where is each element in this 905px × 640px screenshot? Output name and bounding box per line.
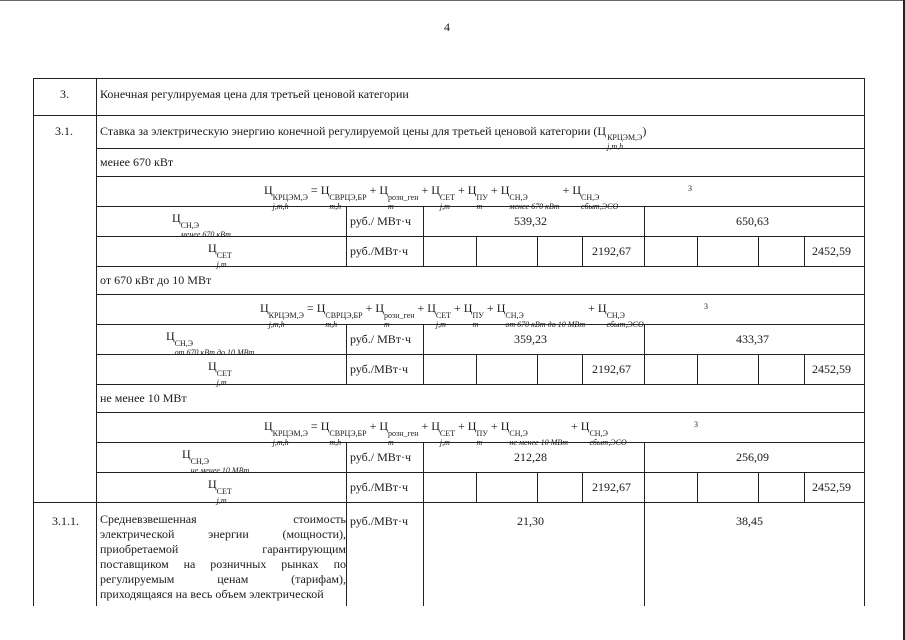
sn-label: Ц СН,Э от 670 кВт до 10 МВт (166, 329, 255, 357)
unit-label: руб./ МВт·ч (350, 332, 412, 346)
formula-indices (329, 193, 366, 211)
label-indices (217, 369, 232, 387)
superscript-index: КРЦЭМ,Э (268, 311, 304, 320)
unit-label: руб./ МВт·ч (350, 214, 412, 228)
subscript-index: m (472, 320, 479, 329)
table-rule (96, 78, 97, 606)
subscript-index: j,m,h (272, 202, 289, 211)
table-rule (644, 502, 645, 606)
formula-indices (476, 429, 487, 447)
set-label: Ц СЕТ j,m (208, 477, 232, 505)
table-rule (346, 502, 347, 606)
description-line: поставщиком на розничных рынках по (100, 557, 346, 571)
subscript-index: j,m (439, 202, 450, 211)
superscript-index: СВРЦЭ,БР (329, 429, 367, 438)
set-label: Ц СЕТ j,m (208, 359, 232, 387)
formula-indices (581, 193, 618, 211)
superscript-index: СН,Э (606, 311, 625, 320)
table-rule (582, 354, 583, 384)
superscript-index: СЕТ (439, 429, 456, 438)
value-cell: 539,32 (514, 214, 547, 228)
formula-indices (509, 429, 568, 447)
value-cell: 256,09 (736, 450, 769, 464)
formula-indices (607, 311, 644, 329)
row-number: 3.1. (55, 124, 73, 138)
subscript-index: не менее 10 МВт (190, 466, 250, 475)
table-rule (423, 502, 424, 606)
subscript-index: m (476, 438, 483, 447)
description-line: приобретаемой гарантирующим (100, 542, 346, 556)
sn-label: Ц СН,Э менее 670 кВт (172, 211, 231, 239)
table-rule (423, 442, 424, 502)
value-cell: 21,30 (517, 514, 544, 528)
value-cell: 38,45 (736, 514, 763, 528)
table-rule (33, 502, 864, 503)
subscript-index: сбыт,ЭСО (606, 320, 644, 329)
subscript-index: j,m,h (272, 438, 289, 447)
formula-indices (269, 311, 304, 329)
row-title: Конечная регулируемая цена для третьей ценовой категории (100, 87, 409, 101)
table-rule (96, 294, 864, 295)
row-title-indices: КРЦЭМ,Э j,m,h (607, 133, 643, 151)
table-rule (33, 78, 34, 606)
unit-label: руб./МВт·ч (350, 244, 409, 258)
value-cell: 2192,67 (592, 362, 631, 376)
superscript-index: СН,Э (581, 193, 600, 202)
value-cell: 2452,59 (812, 244, 851, 258)
formula-indices (589, 429, 626, 447)
value-cell: 2452,59 (812, 362, 851, 376)
sn-label: Ц СН,Э не менее 10 МВт (182, 447, 250, 475)
unit-label: руб./ МВт·ч (350, 450, 412, 464)
value-cell: 2192,67 (592, 244, 631, 258)
subscript-index: j,m (435, 320, 446, 329)
formula-indices (440, 429, 455, 447)
formula-indices (388, 193, 418, 211)
table-rule (33, 78, 864, 79)
formula-indices (509, 193, 559, 211)
row-description (100, 512, 346, 602)
value-cell: 650,63 (736, 214, 769, 228)
unit-label: руб./МВт·ч (350, 514, 409, 528)
formula-note: 3 (694, 420, 698, 429)
table-rule (346, 324, 347, 384)
superscript-index: СВРЦЭ,БР (329, 193, 367, 202)
table-rule (804, 354, 805, 384)
superscript-index: СЕТ (216, 251, 232, 260)
formula-indices (440, 193, 455, 211)
label-indices (217, 487, 232, 505)
superscript-index: ПУ (472, 311, 484, 320)
superscript-index: ПУ (476, 429, 488, 438)
subscript-index: m,h (325, 320, 338, 329)
subscript-index: j,m,h (268, 320, 285, 329)
superscript-index: СН,Э (589, 429, 608, 438)
subscript-index: j,m (439, 438, 450, 447)
subscript-index: менее 670 кВт (509, 202, 560, 211)
superscript-index: СЕТ (435, 311, 452, 320)
price-formula: Ц КРЦЭМ,Э j,m,h = Ц СВРЦЭ,БР m,h + Ц розн_ген m + Ц СЕТ j,m + Ц ПУ m + Ц СН,Э менее 670 кВт + Ц СН,Э сбыт,ЭСО (264, 183, 619, 211)
table-rule (644, 324, 645, 384)
subscript-index: j,m (216, 496, 227, 505)
superscript-index: СН,Э (174, 339, 194, 348)
subscript-index: m (384, 320, 390, 329)
formula-indices (384, 311, 414, 329)
table-rule (96, 412, 864, 413)
subscript-index: от 670 кВт до 10 МВт (505, 320, 586, 329)
subscript-index: от 670 кВт до 10 МВт (174, 348, 255, 357)
superscript-index: СН,Э (180, 221, 200, 230)
subscript-index: сбыт,ЭСО (589, 438, 627, 447)
formula-indices (329, 429, 366, 447)
set-label: Ц СЕТ j,m (208, 241, 232, 269)
formula-indices (436, 311, 451, 329)
value-cell: 2452,59 (812, 480, 851, 494)
table-rule (758, 354, 759, 384)
formula-indices (388, 429, 418, 447)
table-rule (758, 236, 759, 266)
table-rule (476, 354, 477, 384)
formula-indices (476, 193, 487, 211)
value-cell: 212,28 (514, 450, 547, 464)
table-rule (423, 206, 424, 266)
row-title-text: Ставка за электрическую энергию конечной регулируемой цены для третьей ценовой категории (Ц (100, 124, 607, 138)
superscript-index: СН,Э (190, 457, 210, 466)
superscript-index: розн_ген (388, 193, 419, 202)
price-formula: Ц КРЦЭМ,Э j,m,h = Ц СВРЦЭ,БР m,h + Ц розн_ген m + Ц СЕТ j,m + Ц ПУ m + Ц СН,Э не менее 10 МВт + Ц СН,Э сбыт,ЭСО (264, 419, 627, 447)
table-rule (582, 236, 583, 266)
unit-label: руб./МВт·ч (350, 480, 409, 494)
label-indices (181, 221, 231, 239)
subscript-index: сбыт,ЭСО (581, 202, 619, 211)
label-indices (191, 457, 250, 475)
table-rule (804, 472, 805, 502)
table-rule (423, 324, 424, 384)
table-rule (346, 442, 347, 502)
table-rule (96, 176, 864, 177)
table-rule (697, 472, 698, 502)
subscript-index: m,h (329, 438, 342, 447)
superscript-index: КРЦЭМ,Э (272, 193, 308, 202)
formula-indices (505, 311, 585, 329)
row-title: Ставка за электрическую энергию конечной регулируемой цены для третьей ценовой категории (Ц КРЦЭМ,Э j,m,h ) (100, 124, 647, 151)
formula-indices (325, 311, 362, 329)
formula-indices (273, 429, 308, 447)
superscript-index: СЕТ (439, 193, 456, 202)
superscript-index: розн_ген (384, 311, 415, 320)
price-formula: Ц КРЦЭМ,Э j,m,h = Ц СВРЦЭ,БР m,h + Ц розн_ген m + Ц СЕТ j,m + Ц ПУ m + Ц СН,Э от 670 кВт до 10 МВт + Ц СН,Э сбыт,ЭСО (260, 301, 644, 329)
table-rule (537, 472, 538, 502)
superscript-index: СЕТ (216, 369, 232, 378)
subscript-index: j,m (216, 378, 227, 387)
formula-indices (472, 311, 483, 329)
table-rule (644, 206, 645, 266)
description-line: регулируемым ценам (тарифам), (100, 572, 346, 586)
group-heading: от 670 кВт до 10 МВт (100, 273, 212, 287)
value-cell: 2192,67 (592, 480, 631, 494)
label-indices (217, 251, 232, 269)
subscript-index: не менее 10 МВт (509, 438, 569, 447)
subscript-index: m (388, 438, 394, 447)
superscript-index: СН,Э (509, 193, 528, 202)
subscript-index: менее 670 кВт (180, 230, 231, 239)
superscript-index: СЕТ (216, 487, 232, 496)
table-rule (758, 472, 759, 502)
superscript-index: розн_ген (388, 429, 419, 438)
superscript-index: КРЦЭМ,Э (272, 429, 308, 438)
row-number: 3. (60, 87, 69, 101)
subscript-index: j,m (216, 260, 227, 269)
page-number: 4 (444, 20, 450, 34)
table-rule (804, 236, 805, 266)
table-rule (33, 115, 864, 116)
value-cell: 433,37 (736, 332, 769, 346)
page-top-edge (0, 0, 905, 1)
formula-note: 3 (704, 302, 708, 311)
table-rule (864, 78, 865, 606)
table-rule (476, 236, 477, 266)
description-line: приходящаяся на весь объем электрической (100, 587, 324, 601)
superscript-index: СН,Э (509, 429, 528, 438)
table-rule (537, 354, 538, 384)
table-rule (346, 206, 347, 266)
description-line: Средневзвешенная стоимость (100, 512, 346, 526)
table-rule (697, 354, 698, 384)
subscript-index: m (476, 202, 483, 211)
table-rule (476, 472, 477, 502)
table-rule (537, 236, 538, 266)
group-heading: не менее 10 МВт (100, 391, 187, 405)
table-rule (582, 472, 583, 502)
unit-label: руб./МВт·ч (350, 362, 409, 376)
superscript-index: ПУ (476, 193, 488, 202)
formula-note: 3 (688, 184, 692, 193)
subscript-index: m,h (329, 202, 342, 211)
table-rule (644, 442, 645, 502)
superscript-index: СВРЦЭ,БР (325, 311, 363, 320)
description-line: электрической энергии (мощности), (100, 527, 346, 541)
label-indices (175, 339, 255, 357)
table-rule (697, 236, 698, 266)
group-heading: менее 670 кВт (100, 155, 174, 169)
value-cell: 359,23 (514, 332, 547, 346)
subscript-index: m (388, 202, 394, 211)
superscript-index: СН,Э (505, 311, 524, 320)
row-number: 3.1.1. (52, 514, 79, 528)
formula-indices (273, 193, 308, 211)
